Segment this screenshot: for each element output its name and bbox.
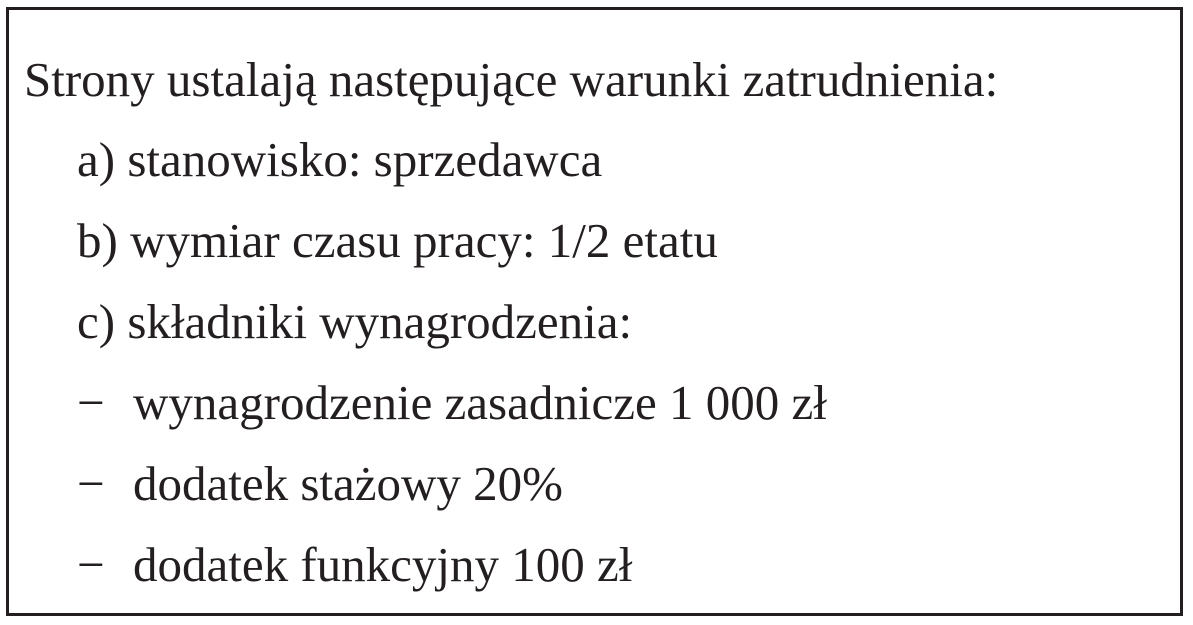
- dash-bullet: −: [77, 537, 105, 592]
- item-position: a) stanowisko: sprzedawca: [77, 132, 603, 187]
- component-base-salary: wynagrodzenie zasadnicze 1 000 zł: [133, 375, 827, 430]
- component-function-bonus: dodatek funkcyjny 100 zł: [133, 537, 633, 592]
- component-seniority-bonus: dodatek stażowy 20%: [133, 456, 563, 511]
- intro-text: Strony ustalają następujące warunki zatrudnienia:: [24, 52, 999, 107]
- dash-bullet: −: [77, 456, 105, 511]
- dash-bullet: −: [77, 375, 105, 430]
- item-salary-components: c) składniki wynagrodzenia:: [77, 294, 633, 349]
- item-working-time: b) wymiar czasu pracy: 1/2 etatu: [77, 213, 718, 268]
- terms-box: [6, 7, 1183, 616]
